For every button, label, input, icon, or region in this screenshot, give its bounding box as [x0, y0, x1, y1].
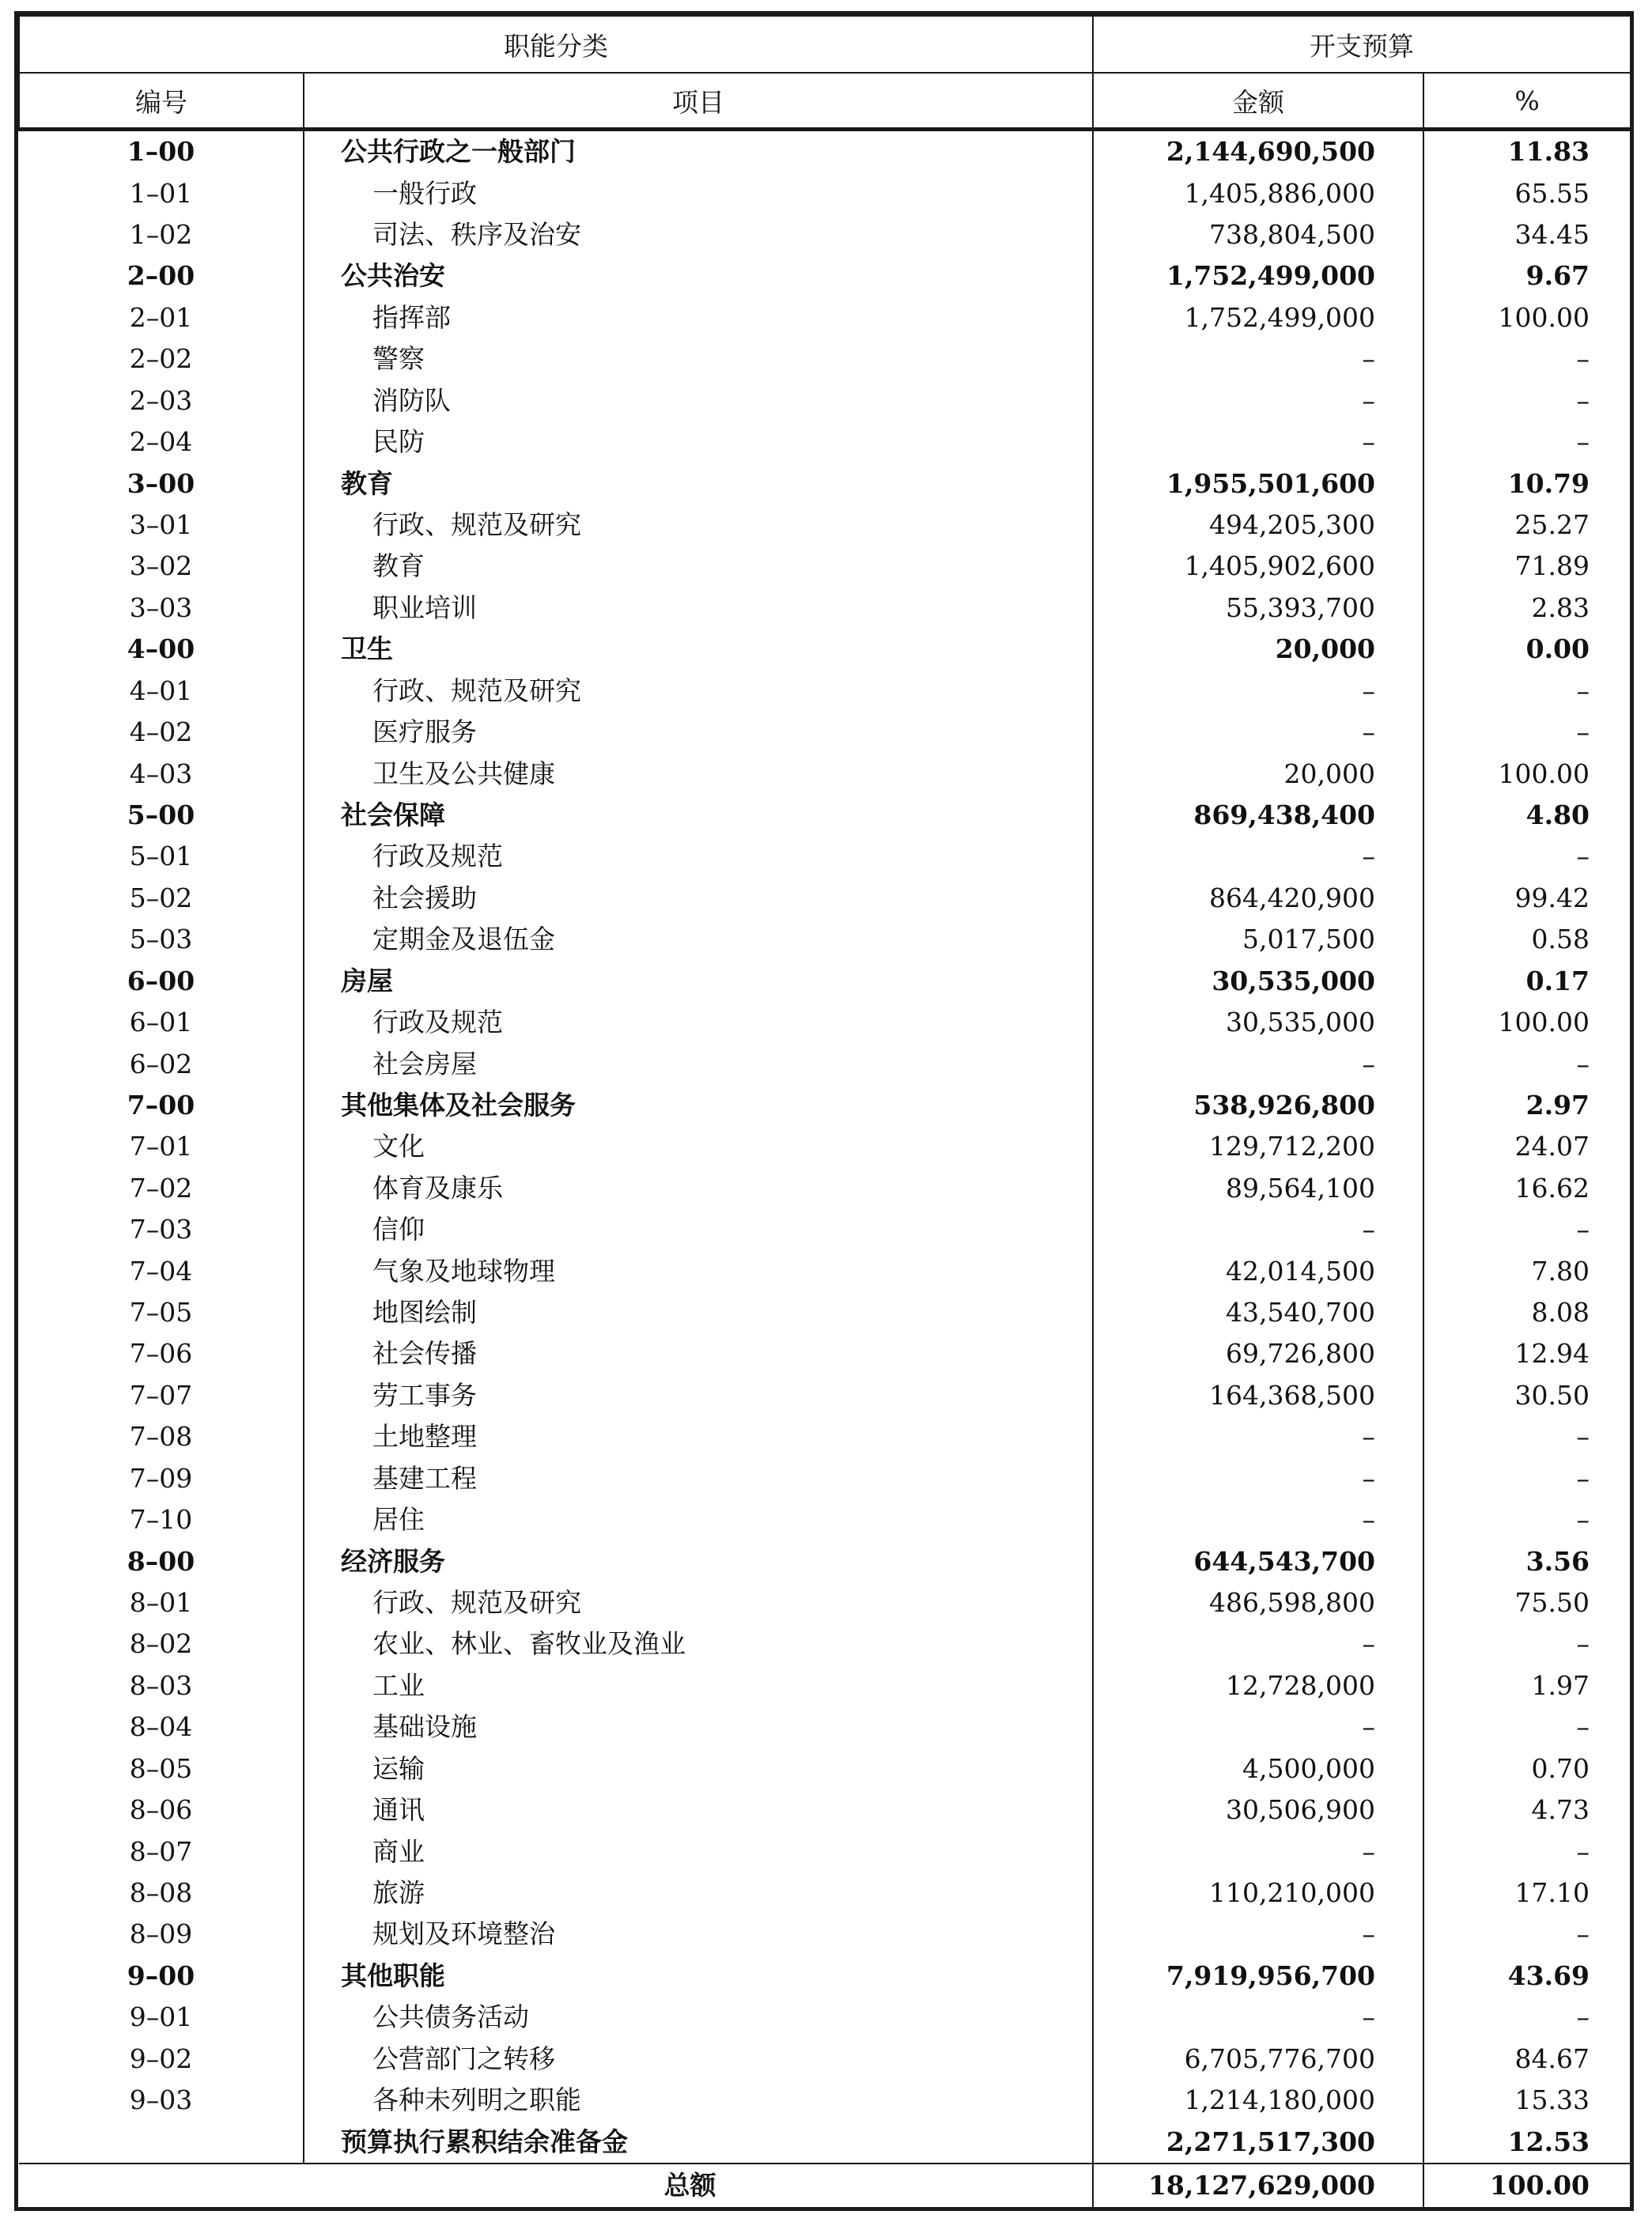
- row-code: 7–05: [19, 1292, 304, 1333]
- row-percent: 15.33: [1514, 2084, 1590, 2116]
- row-amount: 1,405,902,600: [1093, 546, 1423, 587]
- row-percent: 25.27: [1514, 509, 1590, 541]
- total-amount: 18,127,629,000: [1093, 2164, 1423, 2207]
- category-row: [19, 130, 1631, 173]
- row-amount: –: [1093, 421, 1423, 463]
- row-item: 公共行政之一般部门: [304, 130, 1093, 173]
- row-item: 居住: [304, 1499, 1093, 1540]
- table-row: [19, 1126, 1631, 1167]
- total-label: 总额: [19, 2164, 1093, 2207]
- row-item: 其他集体及社会服务: [304, 1085, 1093, 1126]
- row-percent: 65.55: [1514, 177, 1590, 209]
- row-code: 9–01: [19, 1997, 304, 2038]
- row-item: 医疗服务: [304, 712, 1093, 753]
- row-code: 2–02: [19, 338, 304, 380]
- table-row: [19, 919, 1631, 960]
- table-body: [19, 130, 1631, 2164]
- row-code: 7–06: [19, 1333, 304, 1374]
- row-item: 文化: [304, 1126, 1093, 1167]
- budget-table-frame: [14, 11, 1634, 2211]
- total-row: [19, 2164, 1631, 2207]
- row-code: 2–03: [19, 380, 304, 421]
- row-item: 教育: [304, 463, 1093, 504]
- row-item: 旅游: [304, 1873, 1093, 1914]
- row-item: 公共债务活动: [304, 1997, 1093, 2038]
- row-percent: 1.97: [1531, 1669, 1590, 1701]
- row-code: 1–02: [19, 214, 304, 255]
- row-amount: –: [1093, 1499, 1423, 1540]
- row-code: 7–08: [19, 1416, 304, 1457]
- row-percent: –: [1576, 1048, 1590, 1079]
- row-item: 其他职能: [304, 1956, 1093, 1997]
- reserve-row: [19, 2121, 1631, 2164]
- row-amount: 494,205,300: [1093, 505, 1423, 546]
- table-row: [19, 712, 1631, 753]
- row-item: 社会传播: [304, 1333, 1093, 1374]
- row-item: 经济服务: [304, 1540, 1093, 1582]
- table-row: [19, 546, 1631, 587]
- row-percent: 99.42: [1514, 882, 1590, 913]
- row-code: 9–00: [19, 1956, 304, 1997]
- row-percent: 9.67: [1525, 260, 1590, 292]
- row-code: 5–02: [19, 878, 304, 919]
- row-item: 房屋: [304, 960, 1093, 1001]
- row-amount: 20,000: [1093, 629, 1423, 670]
- row-amount: –: [1093, 1209, 1423, 1250]
- row-percent: 84.67: [1514, 2043, 1590, 2074]
- row-percent: 4.73: [1531, 1794, 1590, 1826]
- row-amount: 538,926,800: [1093, 1085, 1423, 1126]
- category-row: [19, 255, 1631, 297]
- row-amount: 1,752,499,000: [1093, 297, 1423, 338]
- row-item: 规划及环境整治: [304, 1914, 1093, 1955]
- row-amount: –: [1093, 1043, 1423, 1084]
- row-code: 3–01: [19, 505, 304, 546]
- table-row: [19, 1914, 1631, 1955]
- row-code: 8–03: [19, 1665, 304, 1706]
- table-row: [19, 1582, 1631, 1623]
- row-amount: 1,955,501,600: [1093, 463, 1423, 504]
- row-amount: –: [1093, 836, 1423, 877]
- row-item: 司法、秩序及治安: [304, 214, 1093, 255]
- header-item: 项目: [304, 73, 1093, 130]
- row-percent: 8.08: [1531, 1297, 1590, 1328]
- row-percent: –: [1576, 2001, 1590, 2033]
- row-code: 4–00: [19, 629, 304, 670]
- row-amount: –: [1093, 1623, 1423, 1665]
- row-amount: 738,804,500: [1093, 214, 1423, 255]
- row-item: 农业、林业、畜牧业及渔业: [304, 1623, 1093, 1665]
- row-amount: –: [1093, 1458, 1423, 1499]
- row-code: 4–02: [19, 712, 304, 753]
- row-percent: 16.62: [1514, 1172, 1590, 1204]
- row-item: 土地整理: [304, 1416, 1093, 1457]
- category-row: [19, 1956, 1631, 1997]
- row-item: 行政、规范及研究: [304, 505, 1093, 546]
- row-amount: 55,393,700: [1093, 588, 1423, 629]
- row-code: 7–07: [19, 1375, 304, 1416]
- row-amount: –: [1093, 1997, 1423, 2038]
- row-amount: 6,705,776,700: [1093, 2038, 1423, 2079]
- row-code: [19, 2121, 304, 2164]
- table-row: [19, 1043, 1631, 1084]
- row-percent: –: [1576, 1918, 1590, 1950]
- row-item: 各种未列明之职能: [304, 2080, 1093, 2121]
- row-amount: 7,919,956,700: [1093, 1956, 1423, 1997]
- row-amount: 30,535,000: [1093, 960, 1423, 1001]
- row-code: 8–09: [19, 1914, 304, 1955]
- row-item: 指挥部: [304, 297, 1093, 338]
- row-percent: 71.89: [1514, 550, 1590, 582]
- row-code: 6–02: [19, 1043, 304, 1084]
- table-row: [19, 1789, 1631, 1831]
- row-code: 8–06: [19, 1789, 304, 1831]
- category-row: [19, 1085, 1631, 1126]
- row-code: 2–04: [19, 421, 304, 463]
- row-code: 8–04: [19, 1706, 304, 1748]
- row-code: 3–03: [19, 588, 304, 629]
- row-amount: 5,017,500: [1093, 919, 1423, 960]
- row-code: 8–01: [19, 1582, 304, 1623]
- row-code: 8–07: [19, 1831, 304, 1872]
- row-code: 8–02: [19, 1623, 304, 1665]
- table-row: [19, 1665, 1631, 1706]
- row-amount: 110,210,000: [1093, 1873, 1423, 1914]
- row-percent: 7.80: [1531, 1255, 1590, 1287]
- category-row: [19, 629, 1631, 670]
- row-percent: 24.07: [1514, 1131, 1590, 1162]
- row-item: 行政、规范及研究: [304, 671, 1093, 712]
- table-row: [19, 297, 1631, 338]
- row-item: 行政及规范: [304, 1002, 1093, 1043]
- table-row: [19, 588, 1631, 629]
- row-percent: 10.79: [1507, 467, 1590, 499]
- row-code: 7–09: [19, 1458, 304, 1499]
- table-row: [19, 2080, 1631, 2121]
- row-amount: 30,506,900: [1093, 1789, 1423, 1831]
- row-item: 劳工事务: [304, 1375, 1093, 1416]
- row-percent: –: [1576, 716, 1590, 748]
- category-row: [19, 795, 1631, 836]
- row-percent: 17.10: [1514, 1876, 1590, 1908]
- row-item: 商业: [304, 1831, 1093, 1872]
- category-row: [19, 960, 1631, 1001]
- row-code: 5–03: [19, 919, 304, 960]
- row-amount: 89,564,100: [1093, 1168, 1423, 1209]
- table-row: [19, 172, 1631, 214]
- row-percent: 11.83: [1507, 136, 1590, 168]
- table-row: [19, 1333, 1631, 1374]
- table-row: [19, 2038, 1631, 2079]
- header-percent: %: [1423, 73, 1631, 130]
- row-percent: –: [1576, 675, 1590, 706]
- row-code: 2–00: [19, 255, 304, 297]
- row-item: 社会援助: [304, 878, 1093, 919]
- row-code: 3–00: [19, 463, 304, 504]
- row-item: 公共治安: [304, 255, 1093, 297]
- category-row: [19, 463, 1631, 504]
- row-code: 7–10: [19, 1499, 304, 1540]
- table-row: [19, 421, 1631, 463]
- row-percent: 0.17: [1525, 965, 1590, 996]
- row-amount: –: [1093, 1416, 1423, 1457]
- row-amount: –: [1093, 712, 1423, 753]
- row-code: 9–03: [19, 2080, 304, 2121]
- row-amount: –: [1093, 1706, 1423, 1748]
- row-percent: –: [1576, 1504, 1590, 1536]
- row-percent: –: [1576, 1835, 1590, 1867]
- table-row: [19, 1623, 1631, 1665]
- row-item: 基建工程: [304, 1458, 1093, 1499]
- row-amount: 69,726,800: [1093, 1333, 1423, 1374]
- row-item: 预算执行累积结余准备金: [304, 2121, 1093, 2164]
- row-amount: 164,368,500: [1093, 1375, 1423, 1416]
- row-code: 8–05: [19, 1748, 304, 1789]
- table-row: [19, 753, 1631, 794]
- table-row: [19, 1209, 1631, 1250]
- row-percent: 3.56: [1525, 1545, 1590, 1577]
- row-amount: 644,543,700: [1093, 1540, 1423, 1582]
- row-percent: 12.53: [1507, 2126, 1590, 2157]
- table-row: [19, 1458, 1631, 1499]
- row-percent: 2.97: [1525, 1089, 1590, 1121]
- row-code: 7–04: [19, 1250, 304, 1291]
- row-amount: 12,728,000: [1093, 1665, 1423, 1706]
- table-row: [19, 671, 1631, 712]
- row-amount: 1,214,180,000: [1093, 2080, 1423, 2121]
- header-column-row: [19, 73, 1631, 130]
- row-amount: –: [1093, 1914, 1423, 1955]
- row-code: 4–03: [19, 753, 304, 794]
- row-amount: 864,420,900: [1093, 878, 1423, 919]
- row-amount: –: [1093, 671, 1423, 712]
- row-amount: 2,271,517,300: [1093, 2121, 1423, 2164]
- row-percent: 0.00: [1525, 633, 1590, 665]
- row-code: 1–01: [19, 172, 304, 214]
- row-item: 消防队: [304, 380, 1093, 421]
- row-code: 6–01: [19, 1002, 304, 1043]
- row-item: 社会保障: [304, 795, 1093, 836]
- table-row: [19, 1706, 1631, 1748]
- row-amount: 1,405,886,000: [1093, 172, 1423, 214]
- row-item: 教育: [304, 546, 1093, 587]
- table-row: [19, 505, 1631, 546]
- row-item: 职业培训: [304, 588, 1093, 629]
- table-row: [19, 1168, 1631, 1209]
- row-percent: 100.00: [1498, 1007, 1590, 1038]
- row-item: 定期金及退伍金: [304, 919, 1093, 960]
- row-item: 警察: [304, 338, 1093, 380]
- row-item: 通讯: [304, 1789, 1093, 1831]
- row-percent: –: [1576, 841, 1590, 872]
- row-amount: –: [1093, 338, 1423, 380]
- table-row: [19, 1873, 1631, 1914]
- row-percent: –: [1576, 343, 1590, 375]
- row-item: 体育及康乐: [304, 1168, 1093, 1209]
- row-code: 7–02: [19, 1168, 304, 1209]
- row-code: 8–00: [19, 1540, 304, 1582]
- row-percent: –: [1576, 1421, 1590, 1453]
- row-amount: 2,144,690,500: [1093, 130, 1423, 173]
- table-row: [19, 1748, 1631, 1789]
- row-item: 民防: [304, 421, 1093, 463]
- header-code: 编号: [19, 73, 304, 130]
- row-code: 3–02: [19, 546, 304, 587]
- row-percent: 0.70: [1531, 1752, 1590, 1784]
- table-row: [19, 1292, 1631, 1333]
- row-amount: 20,000: [1093, 753, 1423, 794]
- row-percent: –: [1576, 1628, 1590, 1660]
- row-amount: 42,014,500: [1093, 1250, 1423, 1291]
- row-percent: –: [1576, 1711, 1590, 1743]
- header-amount: 金额: [1093, 73, 1423, 130]
- row-amount: 1,752,499,000: [1093, 255, 1423, 297]
- row-item: 运输: [304, 1748, 1093, 1789]
- row-percent: 12.94: [1514, 1338, 1590, 1370]
- row-item: 地图绘制: [304, 1292, 1093, 1333]
- row-percent: 2.83: [1531, 591, 1590, 623]
- row-item: 公营部门之转移: [304, 2038, 1093, 2079]
- row-code: 9–02: [19, 2038, 304, 2079]
- row-item: 行政及规范: [304, 836, 1093, 877]
- row-code: 1–00: [19, 130, 304, 173]
- header-functional-classification: 职能分类: [19, 16, 1093, 73]
- table-row: [19, 836, 1631, 877]
- table-row: [19, 1375, 1631, 1416]
- row-code: 4–01: [19, 671, 304, 712]
- row-percent: 34.45: [1514, 219, 1590, 251]
- table-row: [19, 380, 1631, 421]
- row-amount: 4,500,000: [1093, 1748, 1423, 1789]
- category-row: [19, 1540, 1631, 1582]
- header-group-row: [19, 16, 1631, 73]
- row-percent: –: [1576, 1462, 1590, 1494]
- row-item: 卫生: [304, 629, 1093, 670]
- row-percent: –: [1576, 1214, 1590, 1245]
- row-item: 工业: [304, 1665, 1093, 1706]
- row-amount: 486,598,800: [1093, 1582, 1423, 1623]
- row-amount: 129,712,200: [1093, 1126, 1423, 1167]
- row-code: 5–01: [19, 836, 304, 877]
- table-row: [19, 1499, 1631, 1540]
- table-row: [19, 1250, 1631, 1291]
- row-amount: 30,535,000: [1093, 1002, 1423, 1043]
- row-code: 7–00: [19, 1085, 304, 1126]
- table-row: [19, 878, 1631, 919]
- row-item: 基础设施: [304, 1706, 1093, 1748]
- row-amount: –: [1093, 1831, 1423, 1872]
- table-row: [19, 1416, 1631, 1457]
- row-percent: –: [1576, 384, 1590, 416]
- row-percent: 75.50: [1514, 1586, 1590, 1618]
- table-row: [19, 1831, 1631, 1872]
- row-item: 信仰: [304, 1209, 1093, 1250]
- table-row: [19, 1002, 1631, 1043]
- row-code: 7–03: [19, 1209, 304, 1250]
- row-item: 气象及地球物理: [304, 1250, 1093, 1291]
- row-code: 7–01: [19, 1126, 304, 1167]
- row-amount: –: [1093, 380, 1423, 421]
- row-item: 社会房屋: [304, 1043, 1093, 1084]
- row-item: 一般行政: [304, 172, 1093, 214]
- row-percent: 43.69: [1507, 1960, 1590, 1991]
- row-percent: –: [1576, 426, 1590, 458]
- row-percent: 100.00: [1498, 301, 1590, 333]
- total-percent: 100.00: [1423, 2164, 1631, 2207]
- row-amount: 43,540,700: [1093, 1292, 1423, 1333]
- row-percent: 4.80: [1525, 799, 1590, 830]
- row-percent: 30.50: [1514, 1379, 1590, 1411]
- row-code: 2–01: [19, 297, 304, 338]
- row-item: 卫生及公共健康: [304, 753, 1093, 794]
- row-code: 8–08: [19, 1873, 304, 1914]
- row-amount: 869,438,400: [1093, 795, 1423, 836]
- header-expenditure-budget: 开支预算: [1093, 16, 1631, 73]
- row-percent: 100.00: [1498, 758, 1590, 789]
- row-code: 6–00: [19, 960, 304, 1001]
- row-item: 行政、规范及研究: [304, 1582, 1093, 1623]
- table-row: [19, 338, 1631, 380]
- row-code: 5–00: [19, 795, 304, 836]
- row-percent: 0.58: [1531, 924, 1590, 955]
- budget-table: [18, 15, 1631, 2207]
- table-row: [19, 214, 1631, 255]
- table-row: [19, 1997, 1631, 2038]
